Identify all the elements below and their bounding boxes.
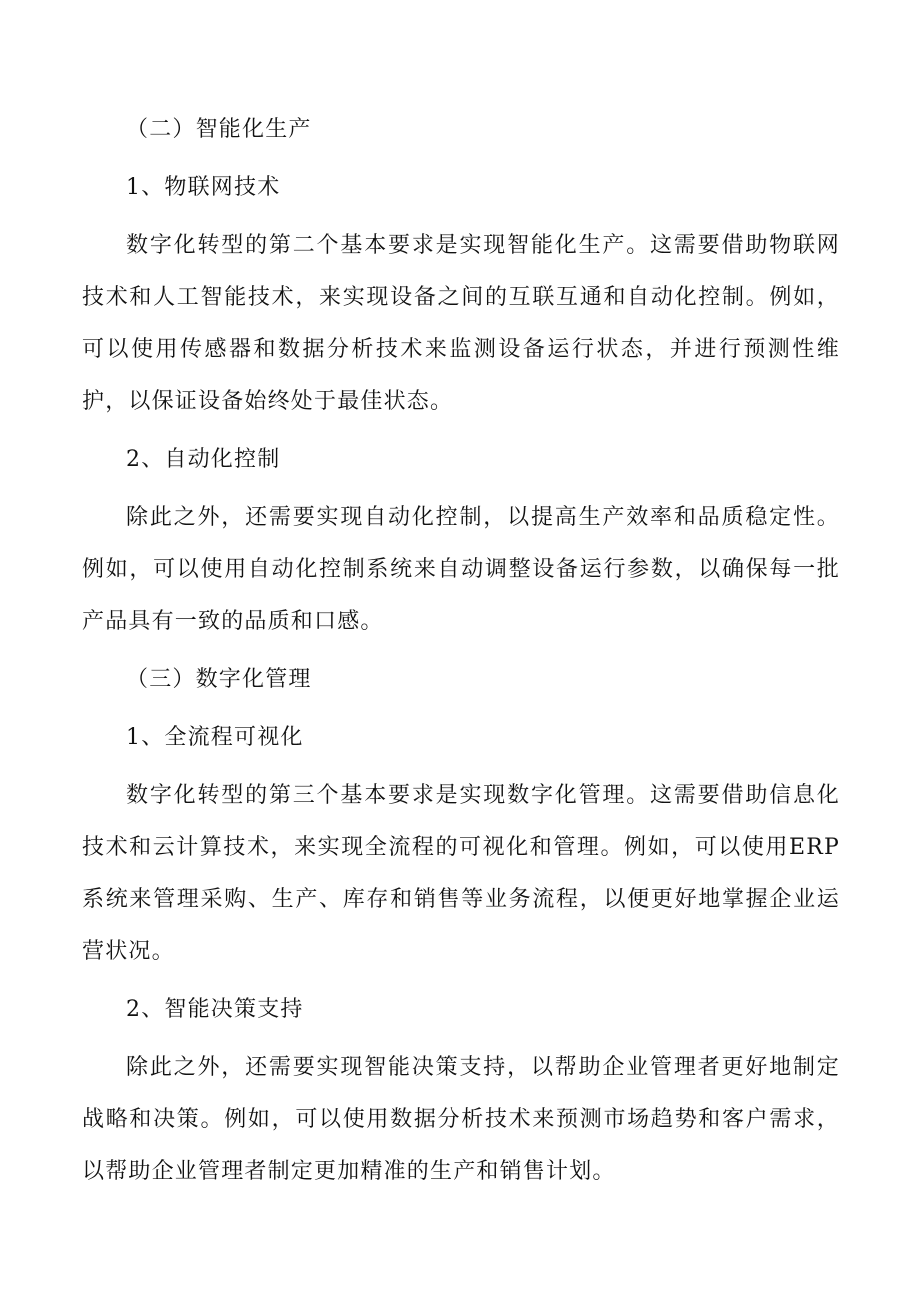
subheading-intelligent-decision-support: 2、智能决策支持 [126,997,304,1022]
paragraph-iot-technology: 数字化转型的第二个基本要求是实现智能化生产。这需要借助物联网技术和人工智能技术，来实现设备之间的互联互通和自动化控制。例如，可以使用传感器和数据分析技术来监测设备运行状态，并进行预测性维护，以保证设备始终处于最佳状态。 [82,233,840,414]
paragraph-intelligent-decision-support: 除此之外，还需要实现智能决策支持，以帮助企业管理者更好地制定战略和决策。例如，可以使用数据分析技术来预测市场趋势和客户需求，以帮助企业管理者制定更加精准的生产和销售计划。 [82,1055,840,1184]
subheading-automation-control: 2、自动化控制 [126,447,281,472]
document-body [82,104,840,1198]
paragraph-full-process-visualization: 数字化转型的第三个基本要求是实现数字化管理。这需要借助信息化技术和云计算技术，来实现全流程的可视化和管理。例如，可以使用ERP系统来管理采购、生产、库存和销售等业务流程，以便更好地掌握企业运营状况。 [82,783,840,964]
subheading-iot-technology: 1、物联网技术 [126,175,281,200]
section-heading-digital-management: （三）数字化管理 [126,667,312,692]
section-heading-intelligent-production: （二）智能化生产 [126,117,312,142]
paragraph-automation-control: 除此之外，还需要实现自动化控制，以提高生产效率和品质稳定性。例如，可以使用自动化控制系统来自动调整设备运行参数，以确保每一批产品具有一致的品质和口感。 [82,505,840,634]
subheading-full-process-visualization: 1、全流程可视化 [126,725,304,750]
